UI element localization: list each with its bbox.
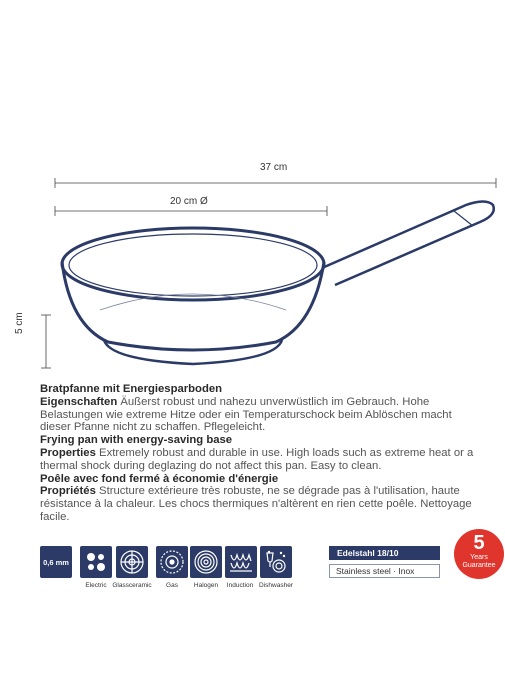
thickness-badge <box>40 546 72 578</box>
de-paragraph <box>40 396 480 434</box>
feature-icons <box>40 532 496 606</box>
de-label: Eigenschaften <box>40 395 118 408</box>
thickness-value: 0,6 mm <box>43 557 69 567</box>
halogen-label: Halogen <box>193 582 219 589</box>
en-label: Properties <box>40 446 96 459</box>
gas-label: Gas <box>166 582 178 589</box>
dishwasher-label: Dishwasher <box>259 582 293 589</box>
guarantee-text-guarantee: Guarantee <box>462 562 496 569</box>
electric-hob-icon <box>80 546 112 578</box>
material-title: Edelstahl 18/10 <box>329 546 440 560</box>
electric-label: Electric <box>85 582 107 589</box>
glass-ceramic-label: Glassceramic <box>112 582 152 589</box>
description-block <box>40 383 480 524</box>
fr-text: Structure extérieure très robuste, ne se dégrade pas à l'utilisation, haute résistance à la chaleur. Les chocs thermiques n'altèrent en rien cette poêle. Nettoyage facile. <box>40 485 472 523</box>
height-label: 5 cm <box>14 312 25 334</box>
fr-label: Propriétés <box>40 485 96 498</box>
induction-label: Induction <box>226 582 254 589</box>
diameter-label: 20 cm Ø <box>170 196 208 207</box>
de-title: Bratpfanne mit Energiesparboden <box>40 383 223 395</box>
halogen-icon <box>190 546 222 578</box>
en-paragraph <box>40 447 480 473</box>
dishwasher-icon <box>260 546 292 578</box>
en-text: Extremely robust and durable in use. High loads such as extreme heat or a thermal shock during deglazing do not affect this pan. Easy to clean. <box>40 446 474 472</box>
glass-ceramic-icon <box>116 546 148 578</box>
guarantee-text-years: Years <box>470 554 488 561</box>
en-title: Frying pan with energy-saving base <box>40 434 233 447</box>
gas-icon <box>156 546 188 578</box>
length-label: 37 cm <box>260 162 288 173</box>
pan-handle <box>322 202 494 286</box>
guarantee-years: 5 <box>473 532 485 554</box>
pan-body <box>62 228 324 364</box>
fr-paragraph <box>40 485 480 523</box>
fr-title: Poêle avec fond fermé à économie d'énergie <box>40 472 279 485</box>
material-subtitle: Stainless steel · Inox <box>329 564 440 578</box>
guarantee-badge <box>454 529 504 579</box>
de-text: Äußerst robust und nahezu unverwüstlich im Gebrauch. Hohe Belastungen wie extreme Hitze oder ein Temperaturschock beim Ablöschen macht dieser Pfanne nicht zu schaffen. Pflegeleicht. <box>40 395 452 434</box>
induction-icon <box>225 546 257 578</box>
